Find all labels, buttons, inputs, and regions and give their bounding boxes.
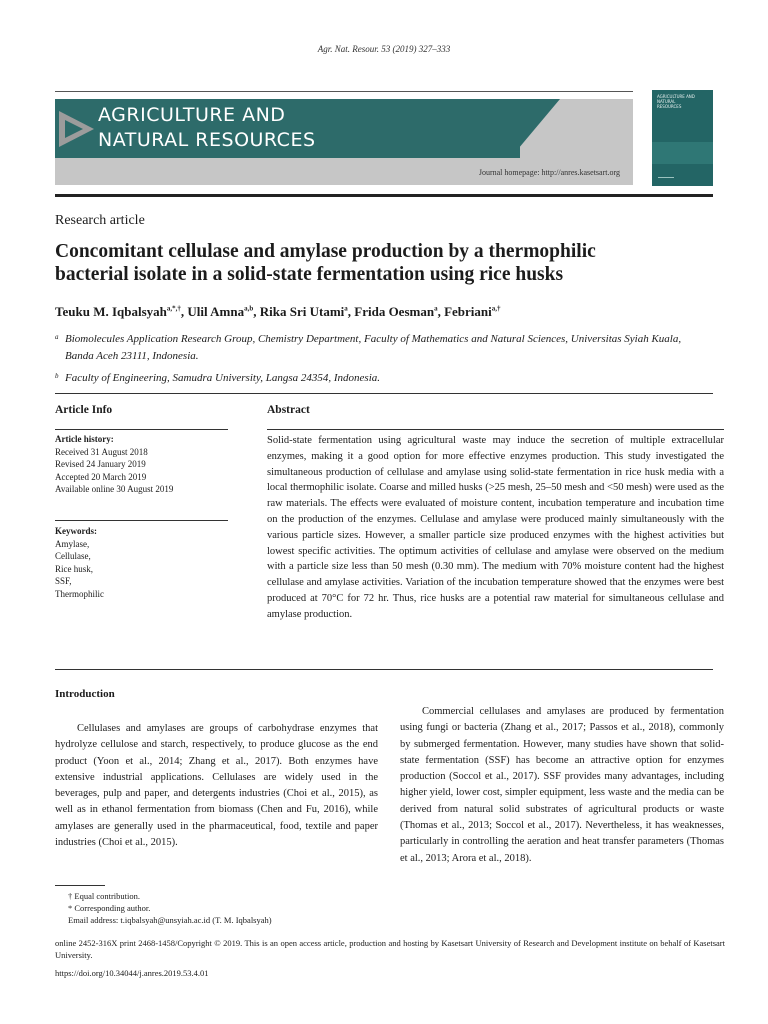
- article-history: [55, 433, 173, 496]
- author-separator: ,: [180, 304, 188, 319]
- author-separator: ,: [437, 304, 445, 319]
- keyword: Thermophilic: [55, 588, 104, 599]
- affiliation-line: Banda Aceh 23111, Indonesia.: [65, 350, 199, 362]
- doi-link[interactable]: https://doi.org/10.34044/j.anres.2019.53.4.01: [55, 968, 209, 978]
- banner-top-rule: [55, 91, 633, 92]
- journal-name: [98, 103, 316, 153]
- author-separator: ,: [253, 304, 260, 319]
- copyright-notice: online 2452-316X print 2468-1458/Copyright © 2019. This is an open access article, production and hosting by Kasetsart University of Research and Development institute on behalf of Kasetsart University.: [55, 938, 725, 960]
- affiliation-line: Faculty of Engineering, Samudra University, Langsa 24354, Indonesia.: [65, 372, 380, 384]
- article-title: [55, 240, 715, 286]
- header-rule: [55, 194, 713, 197]
- introduction-heading: Introduction: [55, 688, 115, 700]
- author-affiliation-mark: a,*,†: [166, 304, 181, 313]
- author-affiliation-mark: a: [434, 304, 438, 313]
- keywords-label: Keywords:: [55, 526, 97, 536]
- author-separator: ,: [347, 304, 355, 319]
- author-affiliation-mark: a,b: [244, 304, 254, 313]
- affiliation-mark: a: [55, 333, 59, 341]
- footnote-email: Email address: t.iqbalsyah@unsyiah.ac.id (T. M. Iqbalsyah): [68, 915, 272, 925]
- author-list: [55, 304, 501, 320]
- article-title-line2: bacterial isolate in a solid-state fermentation using rice husks: [55, 264, 564, 285]
- journal-name-line1: AGRICULTURE AND: [98, 104, 286, 126]
- footnote-equal-contribution: † Equal contribution.: [68, 891, 141, 901]
- history-date: Accepted 20 March 2019: [55, 471, 147, 482]
- author-name: Teuku M. Iqbalsyah: [55, 304, 167, 319]
- footnote-rule: [55, 885, 105, 886]
- author-affiliation-mark: a,†: [491, 304, 501, 313]
- journal-homepage-link[interactable]: Journal homepage: http://anres.kasetsart.org: [478, 168, 620, 177]
- author-affiliation-mark: a: [344, 304, 348, 313]
- history-date: Received 31 August 2018: [55, 446, 148, 457]
- keywords: [55, 525, 104, 600]
- journal-cover-thumbnail: [652, 90, 713, 186]
- keyword: Cellulase,: [55, 551, 91, 561]
- introduction-paragraph-right: Commercial cellulases and amylases are produced by fermentation using fungi or bacteria (Zhang et al., 2017; Passos et al., 2018), commonly by submerged fermentation. However, many studies have shown that solid-state fermentation (SSF) has become an attractive option for enzymes production (Soccol et al., 2017). SSF provides many advantages, including higher yield, lower cost, simpler equipment, less waste and the media can be derived from natural solid substrates of agricultural products or waste (Thomas et al., 2013; Soccol et al., 2017). Nevertheless, it has weaknesses, particularly in controlling the aeration and heat transfer parameters (Thomas et al., 2013; Arora et al., 2018).: [400, 706, 724, 864]
- history-date: Revised 24 January 2019: [55, 459, 146, 469]
- author-name: Frida Oesman: [354, 304, 435, 319]
- history-date: Available online 30 August 2019: [55, 484, 174, 494]
- journal-logo-arrow-icon: [57, 108, 97, 150]
- article-title-line1: Concomitant cellulase and amylase production by a thermophilic: [55, 241, 596, 262]
- abstract-rule: [267, 429, 724, 430]
- affiliation-mark: b: [55, 372, 59, 380]
- cover-band: [652, 142, 713, 164]
- article-info-rule: [55, 429, 228, 430]
- author-name: Febriani: [444, 304, 492, 319]
- article-info-heading: Article Info: [55, 404, 113, 416]
- author-name: Rika Sri Utami: [259, 304, 345, 319]
- keyword: SSF,: [55, 576, 72, 586]
- affiliation-line: Biomolecules Application Research Group, Chemistry Department, Faculty of Mathematics and Natural Sciences, Universitas Syiah Kuala,: [65, 333, 682, 345]
- affiliation-a: [55, 331, 725, 365]
- footnote-corresponding-author: * Corresponding author.: [68, 903, 151, 913]
- journal-reference: Agr. Nat. Resour. 53 (2019) 327–333: [317, 44, 451, 54]
- article-history-label: Article history:: [55, 434, 114, 444]
- keywords-rule: [55, 520, 228, 521]
- introduction-paragraph-left: Cellulases and amylases are groups of carbohydrase enzymes that hydrolyze cellulose and starch, respectively, to produce glucose as the end product (Yoon et al., 2014; Zhang et al., 2017). Both enzymes have extensive industrial applications. Cellulases are widely used in the beverages, pulp and paper, and detergents industries (Choi et al., 2015), as well as in ethanol fermentation from biomass (Chen and Fu, 2016), while amylases are generally used in the pharmaceutical, food, textile and paper industries (Choi et al., 2015).: [55, 723, 378, 849]
- abstract-heading: Abstract: [267, 404, 310, 416]
- section-rule: [55, 393, 713, 394]
- cover-footer-mark: [658, 177, 674, 178]
- article-type: Research article: [55, 213, 145, 228]
- journal-name-line2: NATURAL RESOURCES: [98, 129, 316, 151]
- footnotes: [68, 890, 272, 926]
- cover-title: AGRICULTURE AND NATURAL RESOURCES: [657, 94, 695, 109]
- section-rule: [55, 669, 713, 670]
- keyword: Amylase,: [55, 538, 90, 549]
- author-name: Ulil Amna: [187, 304, 245, 319]
- abstract-text: Solid-state fermentation using agricultural waste may induce the secretion of multiple extracellular enzymes, making it a good option for more effective enzymes production. This study investigated the simultaneous production of cellulase and amylase using solid-state fermentation in rice husk media with a local thermophilic isolate. Coarse and milled husks (>25 mesh, 25–50 mesh and <50 mesh) were used as the raw materials. The effects were evaluated of moisture content, incubation temperature and incubation time on the production of the enzymes. Cellulase and amylase were produced mainly simultaneously with the various particle sizes. However, a smaller particle size produced enzymes with the highest activities but lowest specific activities. The optimum activities of cellulase and amylase were observed on the medium with a particle size less than 50 mesh (0.30 mm). The medium with 70% moisture content had the highest cellulase and amylase activities. Variation of the incubation temperature showed that the enzymes were best produced at 70°C for 72 hr. Thus, rice husks are a potential raw material for simultaneous cellulase and amylase production.: [267, 435, 724, 620]
- keyword: Rice husk,: [55, 563, 93, 574]
- affiliation-b: [55, 370, 725, 387]
